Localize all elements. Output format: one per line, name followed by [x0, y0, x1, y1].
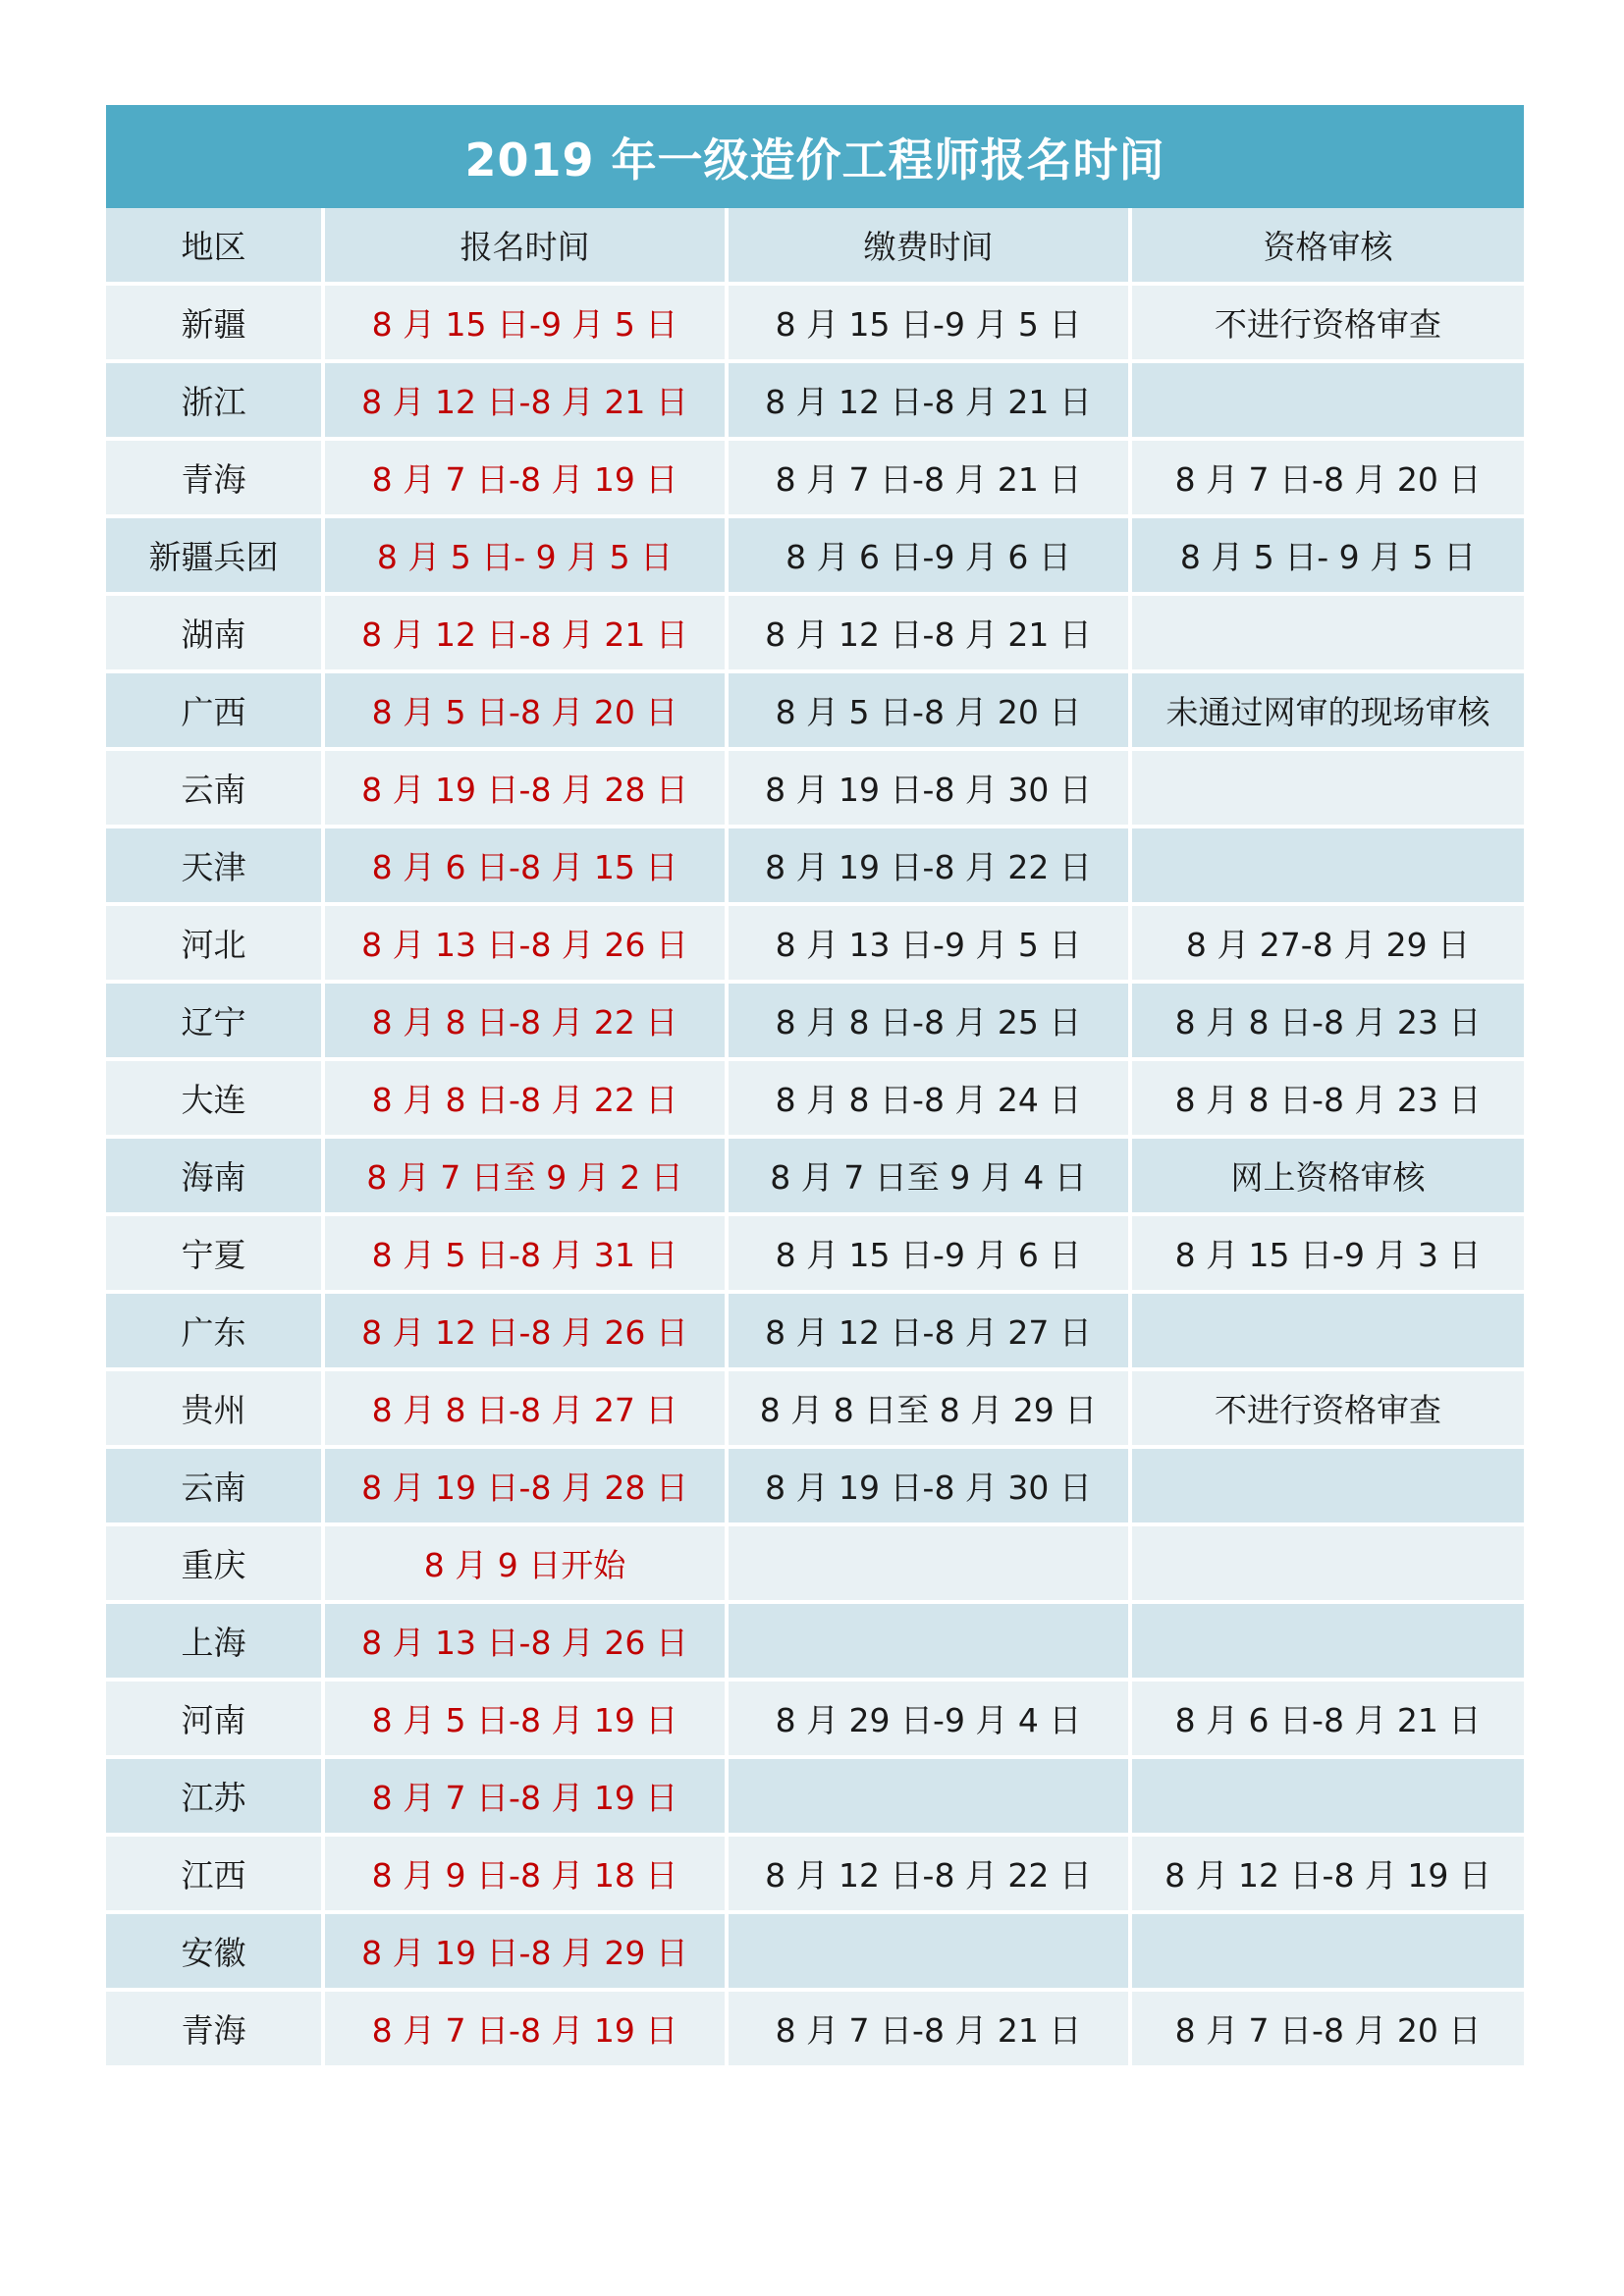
qualification-review-cell: 8 月 15 日-9 月 3 日: [1130, 1214, 1524, 1292]
registration-time-cell: 8 月 13 日-8 月 26 日: [323, 904, 727, 982]
registration-time-cell: 8 月 7 日-8 月 19 日: [323, 1757, 727, 1835]
region-cell: 浙江: [106, 361, 323, 439]
payment-time-cell: 8 月 15 日-9 月 5 日: [727, 284, 1130, 361]
qualification-review-cell: [1130, 1912, 1524, 1990]
registration-time-cell: 8 月 7 日-8 月 19 日: [323, 1990, 727, 2067]
region-cell: 江苏: [106, 1757, 323, 1835]
table-row: [106, 671, 1524, 749]
payment-time-cell: 8 月 12 日-8 月 27 日: [727, 1292, 1130, 1369]
table-row: [106, 439, 1524, 516]
payment-time-cell: 8 月 6 日-9 月 6 日: [727, 516, 1130, 594]
registration-time-cell: 8 月 19 日-8 月 28 日: [323, 1447, 727, 1524]
qualification-review-cell: 8 月 7 日-8 月 20 日: [1130, 1990, 1524, 2067]
payment-time-cell: 8 月 12 日-8 月 21 日: [727, 594, 1130, 671]
table-row: [106, 1214, 1524, 1292]
payment-time-cell: 8 月 19 日-8 月 30 日: [727, 749, 1130, 827]
registration-time-cell: 8 月 5 日- 9 月 5 日: [323, 516, 727, 594]
region-cell: 青海: [106, 1990, 323, 2067]
table-row: [106, 284, 1524, 361]
qualification-review-cell: 8 月 8 日-8 月 23 日: [1130, 1059, 1524, 1137]
payment-time-cell: 8 月 8 日-8 月 25 日: [727, 982, 1130, 1059]
region-cell: 宁夏: [106, 1214, 323, 1292]
qualification-review-cell: 8 月 7 日-8 月 20 日: [1130, 439, 1524, 516]
qualification-review-cell: 不进行资格审查: [1130, 1369, 1524, 1447]
qualification-review-cell: [1130, 361, 1524, 439]
header-row: [106, 208, 1524, 284]
registration-time-cell: 8 月 12 日-8 月 21 日: [323, 594, 727, 671]
table-row: [106, 1292, 1524, 1369]
payment-time-cell: 8 月 7 日-8 月 21 日: [727, 1990, 1130, 2067]
qualification-review-cell: [1130, 749, 1524, 827]
registration-time-cell: 8 月 5 日-8 月 19 日: [323, 1680, 727, 1757]
registration-time-cell: 8 月 12 日-8 月 21 日: [323, 361, 727, 439]
header-payment-time: 缴费时间: [727, 208, 1130, 284]
payment-time-cell: 8 月 8 日至 8 月 29 日: [727, 1369, 1130, 1447]
table-row: [106, 827, 1524, 904]
registration-sheet: [106, 105, 1524, 2069]
qualification-review-cell: 8 月 6 日-8 月 21 日: [1130, 1680, 1524, 1757]
region-cell: 安徽: [106, 1912, 323, 1990]
qualification-review-cell: [1130, 1447, 1524, 1524]
table-row: [106, 1680, 1524, 1757]
payment-time-cell: [727, 1912, 1130, 1990]
payment-time-cell: 8 月 12 日-8 月 21 日: [727, 361, 1130, 439]
payment-time-cell: 8 月 29 日-9 月 4 日: [727, 1680, 1130, 1757]
qualification-review-cell: 8 月 12 日-8 月 19 日: [1130, 1835, 1524, 1912]
payment-time-cell: 8 月 7 日-8 月 21 日: [727, 439, 1130, 516]
registration-time-cell: 8 月 7 日至 9 月 2 日: [323, 1137, 727, 1214]
region-cell: 河南: [106, 1680, 323, 1757]
qualification-review-cell: [1130, 1757, 1524, 1835]
registration-time-cell: 8 月 8 日-8 月 22 日: [323, 982, 727, 1059]
region-cell: 河北: [106, 904, 323, 982]
region-cell: 江西: [106, 1835, 323, 1912]
table-row: [106, 1835, 1524, 1912]
region-cell: 湖南: [106, 594, 323, 671]
payment-time-cell: 8 月 8 日-8 月 24 日: [727, 1059, 1130, 1137]
registration-time-cell: 8 月 7 日-8 月 19 日: [323, 439, 727, 516]
table-row: [106, 1757, 1524, 1835]
table-row: [106, 1912, 1524, 1990]
region-cell: 辽宁: [106, 982, 323, 1059]
registration-time-cell: 8 月 13 日-8 月 26 日: [323, 1602, 727, 1680]
table-row: [106, 1524, 1524, 1602]
payment-time-cell: 8 月 15 日-9 月 6 日: [727, 1214, 1130, 1292]
payment-time-cell: [727, 1757, 1130, 1835]
qualification-review-cell: [1130, 827, 1524, 904]
table-row: [106, 749, 1524, 827]
qualification-review-cell: 网上资格审核: [1130, 1137, 1524, 1214]
qualification-review-cell: [1130, 594, 1524, 671]
region-cell: 天津: [106, 827, 323, 904]
table-row: [106, 594, 1524, 671]
registration-time-cell: 8 月 12 日-8 月 26 日: [323, 1292, 727, 1369]
table-row: [106, 982, 1524, 1059]
registration-table: [106, 208, 1524, 2069]
table-title: 2019 年一级造价工程师报名时间: [106, 105, 1524, 208]
payment-time-cell: 8 月 12 日-8 月 22 日: [727, 1835, 1130, 1912]
registration-time-cell: 8 月 8 日-8 月 22 日: [323, 1059, 727, 1137]
region-cell: 云南: [106, 1447, 323, 1524]
header-registration-time: 报名时间: [323, 208, 727, 284]
region-cell: 上海: [106, 1602, 323, 1680]
table-row: [106, 904, 1524, 982]
region-cell: 云南: [106, 749, 323, 827]
region-cell: 重庆: [106, 1524, 323, 1602]
payment-time-cell: 8 月 7 日至 9 月 4 日: [727, 1137, 1130, 1214]
registration-time-cell: 8 月 5 日-8 月 31 日: [323, 1214, 727, 1292]
qualification-review-cell: 8 月 8 日-8 月 23 日: [1130, 982, 1524, 1059]
registration-time-cell: 8 月 5 日-8 月 20 日: [323, 671, 727, 749]
region-cell: 广西: [106, 671, 323, 749]
registration-time-cell: 8 月 9 日-8 月 18 日: [323, 1835, 727, 1912]
table-row: [106, 1369, 1524, 1447]
region-cell: 新疆兵团: [106, 516, 323, 594]
table-row: [106, 516, 1524, 594]
table-row: [106, 1447, 1524, 1524]
qualification-review-cell: [1130, 1292, 1524, 1369]
table-row: [106, 1059, 1524, 1137]
region-cell: 大连: [106, 1059, 323, 1137]
qualification-review-cell: [1130, 1524, 1524, 1602]
registration-time-cell: 8 月 6 日-8 月 15 日: [323, 827, 727, 904]
table-body: [106, 284, 1524, 2067]
registration-time-cell: 8 月 8 日-8 月 27 日: [323, 1369, 727, 1447]
qualification-review-cell: 不进行资格审查: [1130, 284, 1524, 361]
qualification-review-cell: 8 月 27-8 月 29 日: [1130, 904, 1524, 982]
region-cell: 海南: [106, 1137, 323, 1214]
qualification-review-cell: 8 月 5 日- 9 月 5 日: [1130, 516, 1524, 594]
qualification-review-cell: 未通过网审的现场审核: [1130, 671, 1524, 749]
payment-time-cell: 8 月 19 日-8 月 30 日: [727, 1447, 1130, 1524]
payment-time-cell: [727, 1602, 1130, 1680]
table-row: [106, 1990, 1524, 2067]
payment-time-cell: 8 月 5 日-8 月 20 日: [727, 671, 1130, 749]
table-row: [106, 1137, 1524, 1214]
header-qualification-review: 资格审核: [1130, 208, 1524, 284]
header-region: 地区: [106, 208, 323, 284]
registration-time-cell: 8 月 15 日-9 月 5 日: [323, 284, 727, 361]
region-cell: 贵州: [106, 1369, 323, 1447]
region-cell: 新疆: [106, 284, 323, 361]
table-row: [106, 361, 1524, 439]
registration-time-cell: 8 月 19 日-8 月 29 日: [323, 1912, 727, 1990]
payment-time-cell: [727, 1524, 1130, 1602]
region-cell: 青海: [106, 439, 323, 516]
registration-time-cell: 8 月 9 日开始: [323, 1524, 727, 1602]
table-row: [106, 1602, 1524, 1680]
payment-time-cell: 8 月 19 日-8 月 22 日: [727, 827, 1130, 904]
payment-time-cell: 8 月 13 日-9 月 5 日: [727, 904, 1130, 982]
registration-time-cell: 8 月 19 日-8 月 28 日: [323, 749, 727, 827]
region-cell: 广东: [106, 1292, 323, 1369]
qualification-review-cell: [1130, 1602, 1524, 1680]
